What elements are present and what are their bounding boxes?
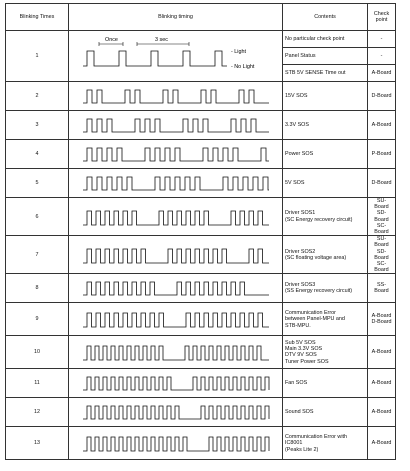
- blink-count: 1: [6, 31, 69, 82]
- blink-pulse-train: [83, 377, 269, 390]
- content-cell: [283, 369, 368, 398]
- blink-pulse-train: [83, 90, 269, 103]
- table-row: [6, 236, 396, 274]
- table-row: [6, 398, 396, 427]
- blink-pulse-train: [83, 282, 269, 295]
- three-sec-label: 3 sec: [155, 37, 168, 43]
- blink-timing-cell: [69, 398, 283, 427]
- check-point-cell: [368, 198, 396, 236]
- content-cell: [283, 236, 368, 274]
- content-text: Driver SOS1 (SC Energy recovery circuit): [285, 210, 353, 223]
- check-point-cell: [368, 111, 396, 140]
- content-text: 3.3V SOS: [285, 121, 309, 128]
- content-cell: [283, 336, 368, 369]
- blink-timing-cell: [69, 169, 283, 198]
- check-point-text: A-Board: [371, 409, 392, 416]
- once-label: Once: [105, 37, 118, 43]
- table-row: [6, 111, 396, 140]
- content-cell: [283, 169, 368, 198]
- content-cell: [283, 398, 368, 427]
- check-point-cell: -: [368, 48, 396, 65]
- content-text: Driver SOS3 (SS Energy recovery circuit): [285, 282, 353, 295]
- blink-pulse-train: [83, 406, 269, 419]
- no-light-label: - No Light: [231, 64, 255, 70]
- blink-count: 7: [6, 236, 69, 274]
- check-point-cell: [368, 236, 396, 274]
- check-point-text: A-Board D-Board: [371, 313, 392, 326]
- blink-pulse-train: [83, 346, 269, 360]
- table-row: [6, 336, 396, 369]
- check-point-cell: [368, 140, 396, 169]
- blink-count: 6: [6, 198, 69, 236]
- blink-count: 8: [6, 274, 69, 303]
- check-point-text: SU-Board SD-Board SC-Board: [374, 198, 389, 236]
- check-point-cell: [368, 274, 396, 303]
- table-row: [6, 369, 396, 398]
- content-cell: [283, 82, 368, 111]
- blink-waveform: [69, 427, 283, 459]
- blink-timing-cell: [69, 198, 283, 236]
- header-blinking-timing: Blinking timing: [69, 4, 283, 31]
- blink-count: 9: [6, 303, 69, 336]
- table-row: [6, 140, 396, 169]
- content-text: 5V SOS: [285, 179, 305, 186]
- check-point-cell: [368, 398, 396, 427]
- blink-count: 13: [6, 427, 69, 460]
- blink-count: 12: [6, 398, 69, 427]
- content-text: 15V SOS: [285, 92, 308, 99]
- blink-waveform: [69, 303, 283, 335]
- blink-waveform: [69, 336, 283, 368]
- light-label: - Light: [231, 49, 246, 55]
- table-row: [6, 82, 396, 111]
- content-cell: STB 5V SENSE Time out: [283, 65, 368, 82]
- content-text: Power SOS: [285, 150, 314, 157]
- check-point-text: SU-Board SD-Board SC-Board: [374, 236, 389, 274]
- content-cell: No particular check point: [283, 31, 368, 48]
- blink-timing-cell: [69, 303, 283, 336]
- table-row: [6, 169, 396, 198]
- content-cell: [283, 274, 368, 303]
- blink-count: 5: [6, 169, 69, 198]
- blink-count: 3: [6, 111, 69, 140]
- check-point-cell: [368, 427, 396, 460]
- check-point-cell: [368, 82, 396, 111]
- blink-timing-cell: [69, 31, 283, 82]
- content-cell: Panel Status: [283, 48, 368, 65]
- check-point-text: P-Board: [371, 150, 392, 157]
- check-point-cell: A-Board: [368, 65, 396, 82]
- header-row: [6, 4, 396, 31]
- table-row: [6, 274, 396, 303]
- blink-timing-cell: [69, 427, 283, 460]
- check-point-text: D-Board: [371, 92, 392, 99]
- blink-timing-cell: [69, 336, 283, 369]
- content-text: Sound SOS: [285, 409, 314, 416]
- content-cell: [283, 303, 368, 336]
- check-point-cell: [368, 336, 396, 369]
- blink-waveform: [69, 32, 283, 80]
- blink-count: 2: [6, 82, 69, 111]
- check-point-text: A-Board: [371, 440, 392, 447]
- blink-waveform: [69, 274, 283, 302]
- blink-waveform: [69, 369, 283, 397]
- blink-pulse-train: [83, 51, 227, 66]
- blinking-table: [5, 3, 396, 460]
- blink-pulse-train: [83, 249, 269, 263]
- content-text: Driver SOS2 (SC floating voltage area): [285, 248, 347, 261]
- check-point-cell: [368, 303, 396, 336]
- content-cell: [283, 140, 368, 169]
- table-row: [6, 31, 396, 48]
- content-text: Communication Error between Panel-MPU and STB-MPU.: [285, 310, 345, 329]
- table-row: [6, 303, 396, 336]
- check-point-text: A-Board: [371, 121, 392, 128]
- blink-waveform: [69, 201, 283, 233]
- content-text: Communication Error with IC8001 (Peaks Lite 2): [285, 434, 348, 453]
- blink-waveform: [69, 140, 283, 168]
- check-point-cell: [368, 369, 396, 398]
- blink-waveform: [69, 111, 283, 139]
- header-contents: Contents: [283, 4, 368, 31]
- blink-timing-cell: [69, 236, 283, 274]
- header-blinking-times: Blinking Times: [6, 4, 69, 31]
- header-check-point: Check point: [368, 4, 396, 31]
- blink-timing-cell: [69, 82, 283, 111]
- check-point-text: SS-Board: [374, 282, 389, 295]
- blink-count: 11: [6, 369, 69, 398]
- check-point-text: A-Board: [371, 349, 392, 356]
- table-row: [6, 198, 396, 236]
- check-point-cell: [368, 169, 396, 198]
- check-point-text: D-Board: [371, 179, 392, 186]
- blink-timing-cell: [69, 140, 283, 169]
- blink-waveform: [69, 239, 283, 271]
- blink-pulse-train: [83, 119, 269, 132]
- blink-waveform: [69, 398, 283, 426]
- blink-waveform: [69, 169, 283, 197]
- content-text: Fan SOS: [285, 380, 308, 387]
- blink-pulse-train: [83, 177, 269, 190]
- blink-pulse-train: [83, 211, 269, 225]
- blink-timing-cell: [69, 369, 283, 398]
- table-row: [6, 427, 396, 460]
- blink-count: 10: [6, 336, 69, 369]
- content-cell: [283, 198, 368, 236]
- content-cell: [283, 427, 368, 460]
- content-text: Sub 5V SOS Main 3.3V SOS DTV 9V SOS Tuner Power SOS: [285, 340, 329, 365]
- blink-timing-cell: [69, 274, 283, 303]
- check-point-cell: -: [368, 31, 396, 48]
- blink-waveform: [69, 82, 283, 110]
- blink-count: 4: [6, 140, 69, 169]
- blink-pulse-train: [83, 148, 269, 161]
- blink-pulse-train: [83, 313, 269, 327]
- blink-timing-cell: [69, 111, 283, 140]
- blink-pulse-train: [83, 437, 269, 451]
- content-cell: [283, 111, 368, 140]
- check-point-text: A-Board: [371, 380, 392, 387]
